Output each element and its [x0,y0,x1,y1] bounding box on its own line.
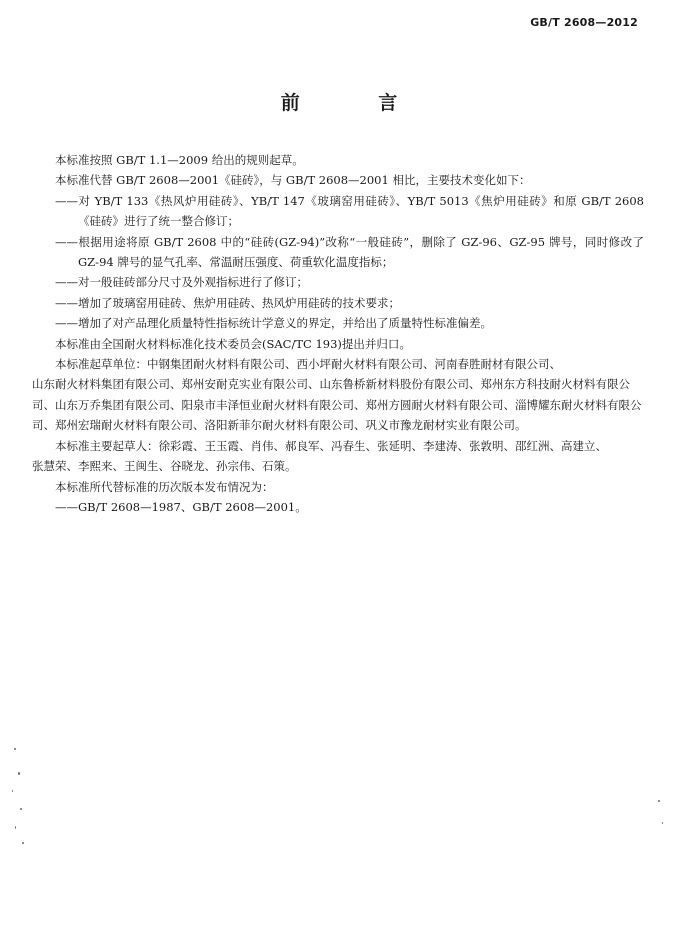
drafting-units-rest: 山东耐火材料集团有限公司、郑州安耐克实业有限公司、山东鲁桥新材料股份有限公司、郑州东方科技耐火材料有限公司、山东万乔集团有限公司、阳泉市丰泽恒业耐火材料有限公司、郑州方圆耐火材料有限公司、淄博耀东耐火材料有限公司、郑州宏瑞耐火材料有限公司、洛阳新菲尔耐火材料有限公司、巩义市豫龙耐材实业有限公司。 [32,377,642,433]
change-item: ——增加了玻璃窑用硅砖、焦炉用硅砖、热风炉用硅砖的技术要求； [55,295,400,310]
paragraph-replaces: 本标准代替 GB/T 2608—2001《硅砖》，与 GB/T 2608—2001 相比，主要技术变化如下： [55,173,531,188]
change-item: ——根据用途将原 GB/T 2608 中的“硅砖(GZ-94)”改称“一般硅砖”，删除了 GZ-96、GZ-95 牌号，同时修改了 GZ-94 牌号的显气孔率、常温耐压强度、荷重软化温度指标； [55,234,644,270]
paragraph-drafting-units [32,354,644,436]
drafters-rest: 张慧荣、李熙来、王闽生、谷晓龙、孙宗伟、石策。 [32,459,297,474]
paragraph-previous-editions: 本标准所代替标准的历次版本发布情况为： [55,479,274,494]
scan-speck [12,790,13,792]
scan-speck [20,808,22,810]
paragraph-proposed-by: 本标准由全国耐火材料标准化技术委员会(SAC/TC 193)提出并归口。 [55,336,411,351]
previous-editions-list: ——GB/T 2608—1987、GB/T 2608—2001。 [55,499,307,514]
change-item: ——对 YB/T 133《热风炉用硅砖》、YB/T 147《玻璃窑用硅砖》、YB/T 5013《焦炉用硅砖》和原 GB/T 2608《硅砖》进行了统一整合修订； [55,193,644,229]
scan-speck [18,772,20,775]
scan-speck [22,842,24,844]
change-item: ——对一般硅砖部分尺寸及外观指标进行了修订； [55,275,308,290]
scan-speck [14,748,16,750]
paragraph-drafters [32,436,644,477]
change-item: ——增加了对产品理化质量特性指标统计学意义的界定，并给出了质量特性标准偏差。 [55,316,492,331]
scan-speck [658,800,660,802]
drafters-first-line: 本标准主要起草人：徐彩霞、王玉霞、肖伟、郝良军、冯春生、张延明、李建涛、张敦明、邵红洲、高建立、 [55,438,607,453]
foreword-body [32,150,644,517]
standard-number: GB/T 2608—2012 [530,16,638,29]
page-title: 前 言 [280,92,434,114]
scan-speck [662,822,663,824]
paragraph-drafting-rules: 本标准按照 GB/T 1.1—2009 给出的规则起草。 [55,153,304,167]
drafting-units-first-line: 本标准起草单位：中钢集团耐火材料有限公司、西小坪耐火材料有限公司、河南春胜耐材有限公司、 [55,357,561,372]
scan-speck [15,826,16,829]
